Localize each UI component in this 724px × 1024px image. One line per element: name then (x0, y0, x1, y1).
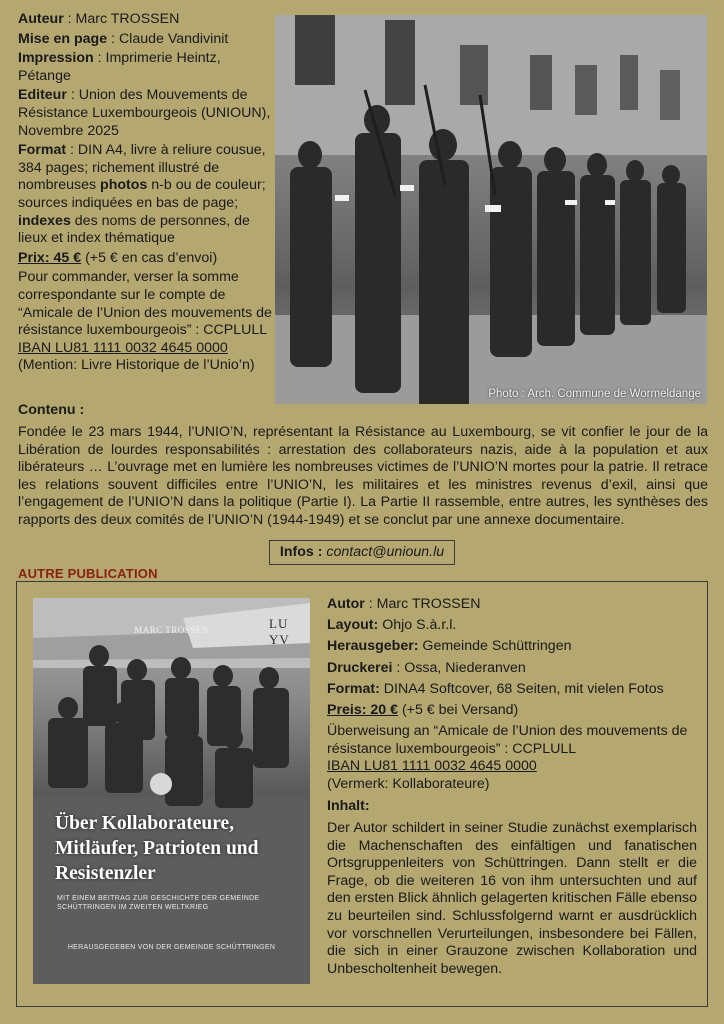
author-line: Auteur : Marc TROSSEN (18, 11, 180, 27)
other-publication-heading: AUTRE PUBLICATION (18, 566, 158, 581)
cover-title: Über Kollaborateure, Mitläufer, Patrioten und Resistenzler (55, 813, 259, 884)
book-details (18, 11, 276, 377)
layout-line: Mise en page : Claude Vandivinit (18, 30, 229, 47)
infos-box: Infos : contact@unioun.lu (269, 540, 455, 565)
inhalt-heading: Inhalt: (327, 797, 370, 814)
cover-author: MARC TROSSEN (134, 625, 209, 635)
other-note: (Vermerk: Kollaborateure) (327, 775, 490, 792)
photo-credit: Photo : Arch. Commune de Wormeldange (488, 388, 701, 400)
cover-plane-code: LU YV (269, 616, 290, 647)
content-heading: Contenu : (18, 402, 85, 418)
resistance-group-photo (275, 15, 707, 404)
print-line: Impression : Imprimerie Heintz, Pétange (18, 50, 221, 84)
iban: IBAN LU81 1111 0032 4645 0000 (18, 339, 228, 356)
other-price-line: Preis: 20 € (+5 € bei Versand) (327, 701, 519, 718)
other-author-line: Autor : Marc TROSSEN (327, 596, 481, 612)
other-iban: IBAN LU81 1111 0032 4645 0000 (327, 758, 537, 775)
other-format-line: Format: DINA4 Softcover, 68 Seiten, mit vielen Fotos (327, 680, 664, 697)
cover-subtitle: MIT EINEM BEITRAG ZUR GESCHICHTE DER GEMEINDE SCHÜTTRINGEN IM ZWEITEN WELTKRIEG (57, 895, 260, 911)
other-layout-line: Layout: Ohjo S.à.r.l. (327, 617, 457, 634)
format-line: Format : DIN A4, livre à reliure cousue, 384 pages; richement illustré de nombreuses photos n-b ou de couleur; sources indiquées en bas de page; indexes des noms de personnes, de lieux et index thématique (18, 142, 266, 247)
other-printer-line: Druckerei : Ossa, Niederanven (327, 659, 526, 676)
mention: (Mention: Livre Historique de l’Unio’n) (18, 357, 255, 374)
other-publisher-line: Herausgeber: Gemeinde Schüttringen (327, 638, 572, 655)
inhalt-text: Der Autor schildert in seiner Studie zunächst exemplarisch die Machenschaften des einfältigen und fanatischen Ortsgruppenleiters von Schüttringen. Dann stellt er die Frage, ob die weiteren 16 von ihm untersuchten und auf den ersten Blick ähnlich gelagerten kritischen Fälle ebenso zu beurteilen sind. Schlussfolgernd warnt er ausdrücklich vor vorschnellen Verurteilungen, insbesondere bei Fällen, die sich in einer Grauzone zwischen Kollaboration und Unbescholtenheit bewegen. (327, 820, 697, 977)
cover-illustration (33, 598, 310, 984)
price-line: Prix: 45 € (+5 € en cas d’envoi) (18, 249, 218, 266)
photo-illustration (275, 15, 707, 404)
contact-email[interactable]: contact@unioun.lu (326, 544, 445, 560)
editor-line: Editeur : Union des Mouvements de Résistance Luxembourgeois (UNIOUN), Novembre 2025 (18, 87, 271, 139)
order-text: Pour commander, verser la somme correspondante sur le compte de “Amicale de l’Union des mouvements de résistance luxembourgeois” : CCPLULL (18, 269, 272, 339)
content-text: Fondée le 23 mars 1944, l’UNIO’N, représentant la Résistance au Luxembourg, se vit confier le jour de la Libération de lourdes responsabilités : arrestation des collaborateurs nazis, aide à la population et aux libérateurs … L’ouvrage met en lumière les nombreuses victimes de l’UNIO’N mortes pour la patrie. Il retrace les relations souvent difficiles entre l’UNIO’N, les militaires et les ministres revenus d’exil, ainsi que l’engagement de l’UNIO’N dans la politique (Partie I). La Partie II rassemble, entre autres, les synthèses des rapports des deux comités de l’UNIO’N (1944-1949) et se conclut par une annexe documentaire. (18, 424, 708, 528)
cover-publisher: HERAUSGEGEBEN VON DER GEMEINDE SCHÜTTRINGEN (67, 944, 276, 951)
other-transfer-text: Überweisung an “Amicale de l’Union des mouvements de résistance luxembourgeois” : CCPLULL (327, 723, 688, 757)
other-publication-details (327, 596, 697, 982)
book-cover (33, 598, 310, 984)
